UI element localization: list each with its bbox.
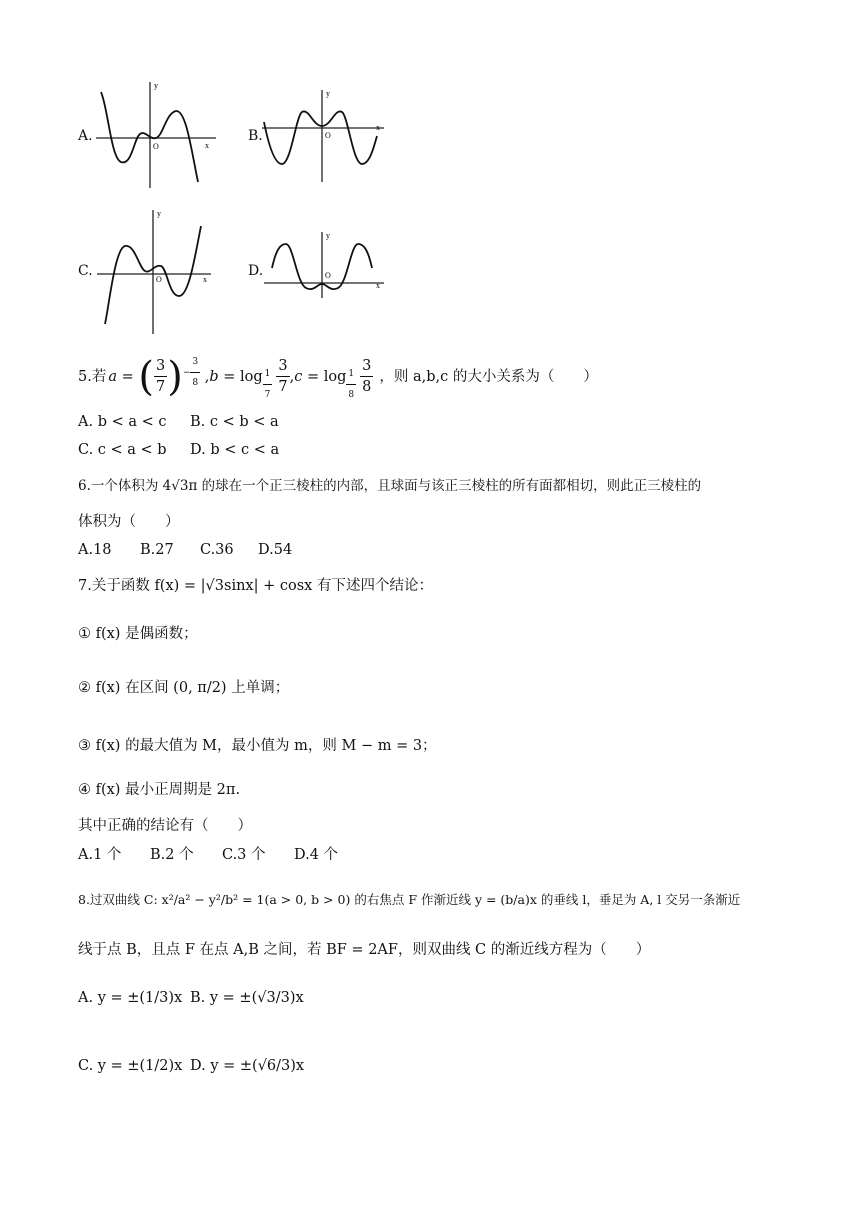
graph-d-xlabel: x [376,281,380,290]
graph-c-xlabel: x [203,275,207,284]
q6-option-a[interactable]: A.18 [78,542,112,558]
q5-option-d[interactable]: D. b < c < a [190,442,280,458]
q6-stem-line1: 6.一个体积为 4√3π 的球在一个正三棱柱的内部，且球面与该正三棱柱的所有面都相切，则此正三棱柱的 [78,478,702,494]
graph-b-curve [264,111,377,164]
q6-option-b[interactable]: B.27 [140,542,174,558]
q5-option-b[interactable]: B. c < b < a [190,414,279,430]
graph-d-ylabel: y [326,231,330,240]
graph-a-ylabel: y [154,81,158,90]
q7-statement-1: ① f(x) 是偶函数； [78,626,198,642]
graph-b-xlabel: x [376,123,380,132]
q7-option-d[interactable]: D.4 个 [294,847,339,863]
q5-option-c[interactable]: C. c < a < b [78,442,167,458]
graph-a [88,78,223,190]
q5-suffix: ，则 a,b,c 的大小关系为（ ） [379,368,598,385]
q6-option-d[interactable]: D.54 [258,542,293,558]
q6-stem-line2: 体积为（ ） [78,514,180,530]
graph-b-ylabel: y [326,89,330,98]
q7-statement-4: ④ f(x) 最小正周期是 2π. [78,782,241,798]
q5-option-a[interactable]: A. b < a < c [78,414,167,430]
q7-statement-3: ③ f(x) 的最大值为 M，最小值为 m，则 M − m = 3； [78,738,437,754]
graph-c-label: C. [78,263,93,279]
graph-a-origin: O [153,142,159,151]
graph-d-label: D. [248,263,264,279]
graph-c-origin: O [156,275,162,284]
q8-option-d[interactable]: D. y = ±(√6/3)x [190,1058,305,1074]
q8-option-c[interactable]: C. y = ±(1/2)x [78,1058,183,1074]
q7-option-c[interactable]: C.3 个 [222,847,266,863]
graph-a-xlabel: x [205,141,209,150]
q5-prefix: 5.若 [78,368,107,385]
q7-stem: 7.关于函数 f(x) = |√3sinx| + cosx 有下述四个结论： [78,578,433,594]
graph-c [93,206,218,336]
q8-option-a[interactable]: A. y = ±(1/3)x [78,990,183,1006]
q7-prompt: 其中正确的结论有（ ） [78,818,252,834]
q8-stem-line1: 8.过双曲线 C: x²/a² − y²/b² = 1(a > 0, b > 0) 的右焦点 F 作渐近线 y = (b/a)x 的垂线 l，垂足为 A, l 交另一条渐近 [78,892,741,907]
graph-d-origin: O [325,271,331,280]
q8-option-b[interactable]: B. y = ±(√3/3)x [190,990,304,1006]
graph-b-label: B. [248,128,263,144]
graph-a-label: A. [78,128,93,144]
q7-option-b[interactable]: B.2 个 [150,847,194,863]
q8-stem-line2: 线于点 B，且点 F 在点 A,B 之间，若 BF = 2AF，则双曲线 C 的渐近线方程为（ ） [78,942,651,958]
q5-stem: 5.若 a = ( $\frac{3}{7}$ ) − $\frac{3}{8}$ , b = log $\frac{1}{7}$ $\frac{3}{7}$ , c = log $\frac{1}{8}$ $\frac{3}{8}$ ，则 a,b,c 的大小关系为（ ） [78,353,598,400]
q7-statement-2: ② f(x) 在区间 (0, π/2) 上单调； [78,680,290,696]
graph-d [262,228,387,298]
graph-b [258,86,388,184]
q6-option-c[interactable]: C.36 [200,542,234,558]
graph-b-origin: O [325,131,331,140]
graph-c-ylabel: y [157,209,161,218]
q7-option-a[interactable]: A.1 个 [78,847,122,863]
